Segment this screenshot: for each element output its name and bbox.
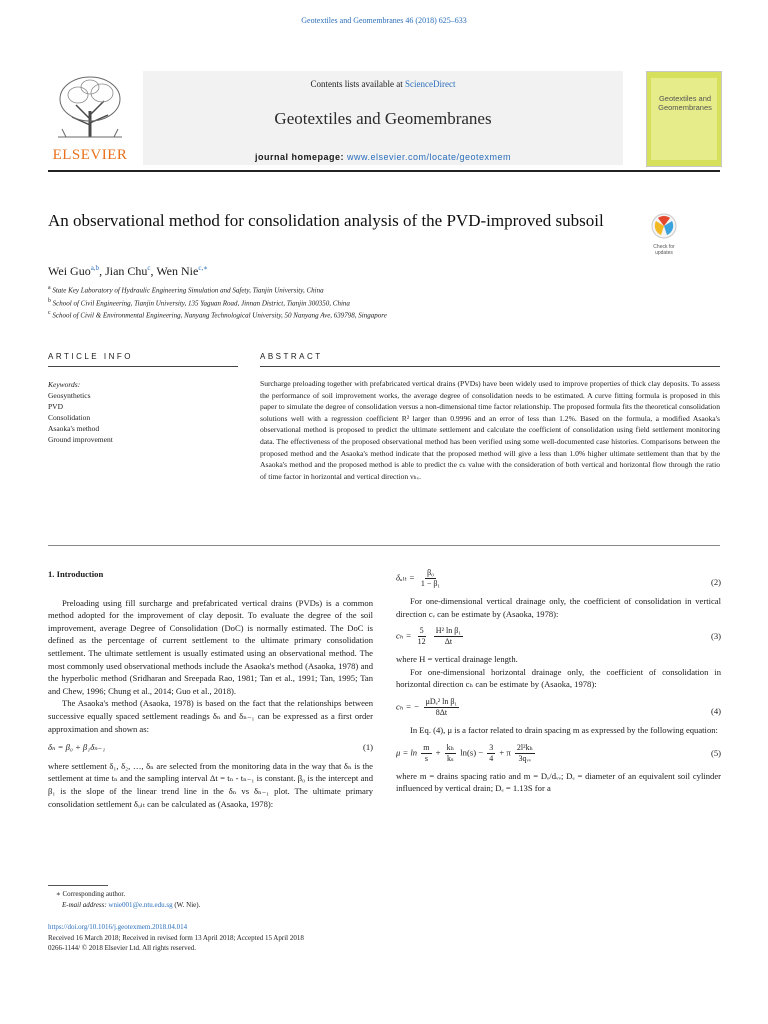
author-name[interactable]: Wen Nie (156, 264, 199, 278)
journal-title: Geotextiles and Geomembranes (274, 109, 492, 128)
denominator: kₛ (447, 753, 454, 763)
numerator: β₀ (427, 568, 434, 577)
body-column-left (48, 568, 373, 810)
crossmark-icon (647, 213, 681, 239)
denominator: Δt (444, 637, 453, 647)
equation-number[interactable]: (4) (710, 706, 721, 717)
journal-homepage-line (143, 152, 623, 162)
keyword-item: Geosynthetics (48, 391, 91, 400)
author-affiliation-marker[interactable]: a,b (90, 264, 100, 272)
footnote-marker: ∗ (56, 890, 61, 898)
abstract-rule (260, 366, 720, 367)
body-paragraph: Preloading using fill surcharge and prefabricated vertical drains (PVDs) is a common method adopted for the improvement of clay deposit. To evaluate the degree of the soil improvement, average Degree of Consolidation (DoC) is normally estimated. The DoC is defined as the percentage of current settlement to the ultimate primary consolidation settlement. The ultimate settlement is usually estimated using an observational method. The most commonly used observational methods include the Asaoka's method (Asaoka, 1978) and the hyperbolic method (Sridharan and Sreepada Rao, 1981; Tan et al., 1991; Tan, 1995; Tan and Chew, 1996; Chung et al., 2014; Guo et al., 2018). (48, 597, 373, 696)
equation-5 (396, 743, 721, 764)
affiliation-marker: b (48, 298, 51, 304)
footnote-email-line (48, 900, 200, 911)
fraction (515, 743, 535, 764)
numerator: m (423, 742, 430, 752)
footnote-rule (48, 885, 108, 886)
fraction (419, 568, 442, 589)
contents-prefix: Contents lists available at (310, 79, 405, 89)
elsevier-wordmark: ELSEVIER (52, 147, 128, 163)
numerator: H² ln β₁ (435, 626, 462, 636)
equation-term: ln(s) − (460, 747, 484, 758)
body-paragraph: where settlement δ₁, δ₂, …, δₙ are selected from the monitoring data in the way that δₙ is the settlement at time tₙ and the sampling interval Δt = tₙ - tₙ₋₁ is constant. β₀ is the intercept and β₁ is the slope of the linear trend line in the δₙ vs δₙ₋₁ plot. The ultimate primary consolidation settlement δᵤₗₜ can be calculated as (Asaoka, 1978): (48, 760, 373, 809)
affiliation-marker: c (48, 310, 51, 316)
numerator: 5 (419, 626, 424, 636)
affiliation-c (48, 310, 387, 319)
footnote-text: Corresponding author. (62, 890, 126, 898)
equation-2 (396, 568, 721, 589)
footnote-corresponding (48, 889, 200, 900)
affiliation-text: School of Civil & Environmental Engineering, Nanyang Technological University, 50 Nanyang Ave, 639798, Singapore (52, 311, 387, 320)
denominator: 1 − β₁ (420, 579, 441, 588)
keywords-block (48, 379, 238, 445)
author-affiliation-marker[interactable]: c (147, 264, 151, 272)
numerator: kₕ (446, 742, 455, 752)
numerator: 2l²kₕ (516, 742, 533, 752)
equation-lhs: cₕ = (396, 630, 412, 641)
article-info-rule (48, 366, 238, 367)
author-list (48, 264, 208, 279)
keywords-label: Keywords: (48, 380, 81, 389)
author-email-link[interactable]: wnie001@e.ntu.edu.sg (108, 901, 173, 909)
denominator: s (424, 753, 428, 763)
denominator: 12 (417, 637, 426, 647)
author-separator: , (99, 264, 106, 278)
equation-lhs: δᵤₗₜ = (396, 572, 415, 583)
abstract-bottom-rule (48, 545, 720, 546)
received-dates: Received 16 March 2018; Received in revised form 13 April 2018; Accepted 15 April 2018 (48, 933, 304, 942)
equation-expression: δₙ = β₀ + β₁δₙ₋₁ (48, 742, 106, 753)
numerator: 3 (489, 742, 494, 752)
fraction (416, 626, 428, 647)
cover-inner (651, 78, 717, 160)
check-for-updates-label: Check for updates (653, 244, 675, 256)
journal-reference-link[interactable]: Geotextiles and Geomembranes 46 (2018) 625–633 (301, 16, 467, 25)
email-suffix: (W. Nie). (172, 901, 201, 909)
denominator: 8Δt (435, 707, 448, 717)
equation-3 (396, 626, 721, 647)
equation-lhs: μ = ln (396, 747, 418, 758)
keyword-item: PVD (48, 402, 64, 411)
body-column-right (396, 568, 721, 795)
author-name[interactable]: Jian Chu (105, 264, 148, 278)
masthead-banner (143, 71, 623, 165)
article-title: An observational method for consolidation analysis of the PVD-improved subsoil (48, 211, 604, 230)
abstract-text: Surcharge preloading together with prefabricated vertical drains (PVDs) have been widely used to improve properties of thick clay deposits. To assess the performance of soil improvement works, the average degree of consolidation needs to be estimated. A curve fitting formula is proposed in this paper to simulate the degree of consolidation versus a non-dimensional time factor relationship. The proposed formula fits the theoretical consolidation solutions well with a regression coefficient R² larger than 0.9996 and an error of less than 1.2%. Based on the formula, a modified Asaoka's observational method is proposed to predict the ultimate settlement and calculate the coefficient of consolidation using field settlement monitoring data. The effectiveness of the proposed observational method has been verified using some well-documented case histories. Comparisons between the proposed method and the Asaoka's method indicate that the proposed method will give a less than 1.0% higher ultimate settlement than that by the Asaoka's method and the proposed method is able to predict the cₕ value with the consideration of both vertical and horizontal flow through the ratio of time factor in horizontal and vertical direction νₕᵥ. (260, 379, 720, 481)
doi-block (48, 922, 304, 954)
denominator: 3qᵥᵥ (518, 753, 532, 763)
fraction (434, 626, 463, 647)
fraction (487, 743, 495, 764)
introduction-heading: 1. Introduction (48, 569, 104, 579)
author-affiliation-marker[interactable]: c,∗ (198, 264, 208, 272)
affiliation-b (48, 298, 350, 307)
fraction (424, 697, 460, 718)
sciencedirect-link[interactable]: ScienceDirect (405, 79, 456, 89)
body-paragraph: where H = vertical drainage length. (396, 654, 518, 665)
numerator: μDₑ² ln β₁ (425, 696, 458, 706)
keyword-item: Consolidation (48, 413, 91, 422)
homepage-label: journal homepage: (254, 152, 347, 162)
author-name[interactable]: Wei Guo (48, 264, 91, 278)
elsevier-logo[interactable] (48, 71, 132, 165)
journal-homepage-link[interactable]: www.elsevier.com/locate/geotexmem (346, 152, 512, 162)
affiliation-marker: a (48, 285, 51, 291)
fraction (421, 743, 431, 764)
equation-lhs: cₕ = − (396, 701, 420, 712)
affiliation-a (48, 285, 324, 294)
email-label: E-mail address: (62, 901, 109, 909)
body-paragraph: For one-dimensional horizontal drainage only, the coefficient of consolidation in horizontal direction cₕ can be estimate by (Asaoka, 1978): (396, 666, 721, 690)
copyright-line: 0266-1144/ © 2018 Elsevier Ltd. All rights reserved. (48, 944, 196, 952)
equation-number[interactable]: (2) (710, 577, 721, 588)
cover-title: Geotextiles and Geomembranes (658, 94, 712, 112)
body-paragraph: For one-dimensional vertical drainage only, the coefficient of consolidation in vertical direction cᵥ can be estimate by (Asaoka, 1978): (396, 596, 721, 619)
check-for-updates-badge[interactable] (647, 213, 681, 256)
footnote (48, 889, 200, 911)
doi-link[interactable]: https://doi.org/10.1016/j.geotexmem.2018.04.014 (48, 923, 188, 931)
keyword-item: Asaoka's method (48, 424, 100, 433)
author-separator: , (150, 264, 157, 278)
equation-number[interactable]: (3) (710, 631, 721, 642)
denominator: 4 (489, 753, 494, 763)
body-paragraph: The Asaoka's method (Asaoka, 1978) is based on the fact that the relationships between successive equally spaced settlement readings δₙ and δₙ₋₁ can be expressed as a first order approximation and shown as: (48, 698, 373, 734)
equation-number[interactable]: (5) (710, 747, 721, 758)
equation-1 (48, 741, 373, 754)
body-paragraph: In Eq. (4), μ is a factor related to drain spacing m as expressed by the following equation: (410, 724, 718, 735)
keyword-item: Ground improvement (48, 435, 113, 444)
fraction (445, 743, 456, 764)
affiliation-text: State Key Laboratory of Hydraulic Engineering Simulation and Safety, Tianjin University, China (52, 286, 324, 295)
masthead-rule (48, 170, 720, 172)
abstract-heading: ABSTRACT (260, 352, 323, 361)
equation-4 (396, 697, 721, 718)
article-info-heading: ARTICLE INFO (48, 352, 133, 361)
contents-line (143, 79, 623, 89)
equation-number[interactable]: (1) (362, 742, 373, 753)
body-paragraph: where m = drains spacing ratio and m = Dₑ/dᵥᵥ; Dₑ = diameter of an equivalent soil cylinder influenced by vertical drain; Dₑ = 1.13S for a (396, 770, 721, 794)
journal-masthead (48, 71, 720, 165)
equation-term: + π (499, 747, 511, 758)
equation-operator: + (435, 747, 441, 758)
journal-cover-thumbnail[interactable] (646, 71, 722, 167)
affiliation-text: School of Civil Engineering, Tianjin University, 135 Yaguan Road, Jinnan District, Tianjin 300350, China (52, 299, 350, 308)
